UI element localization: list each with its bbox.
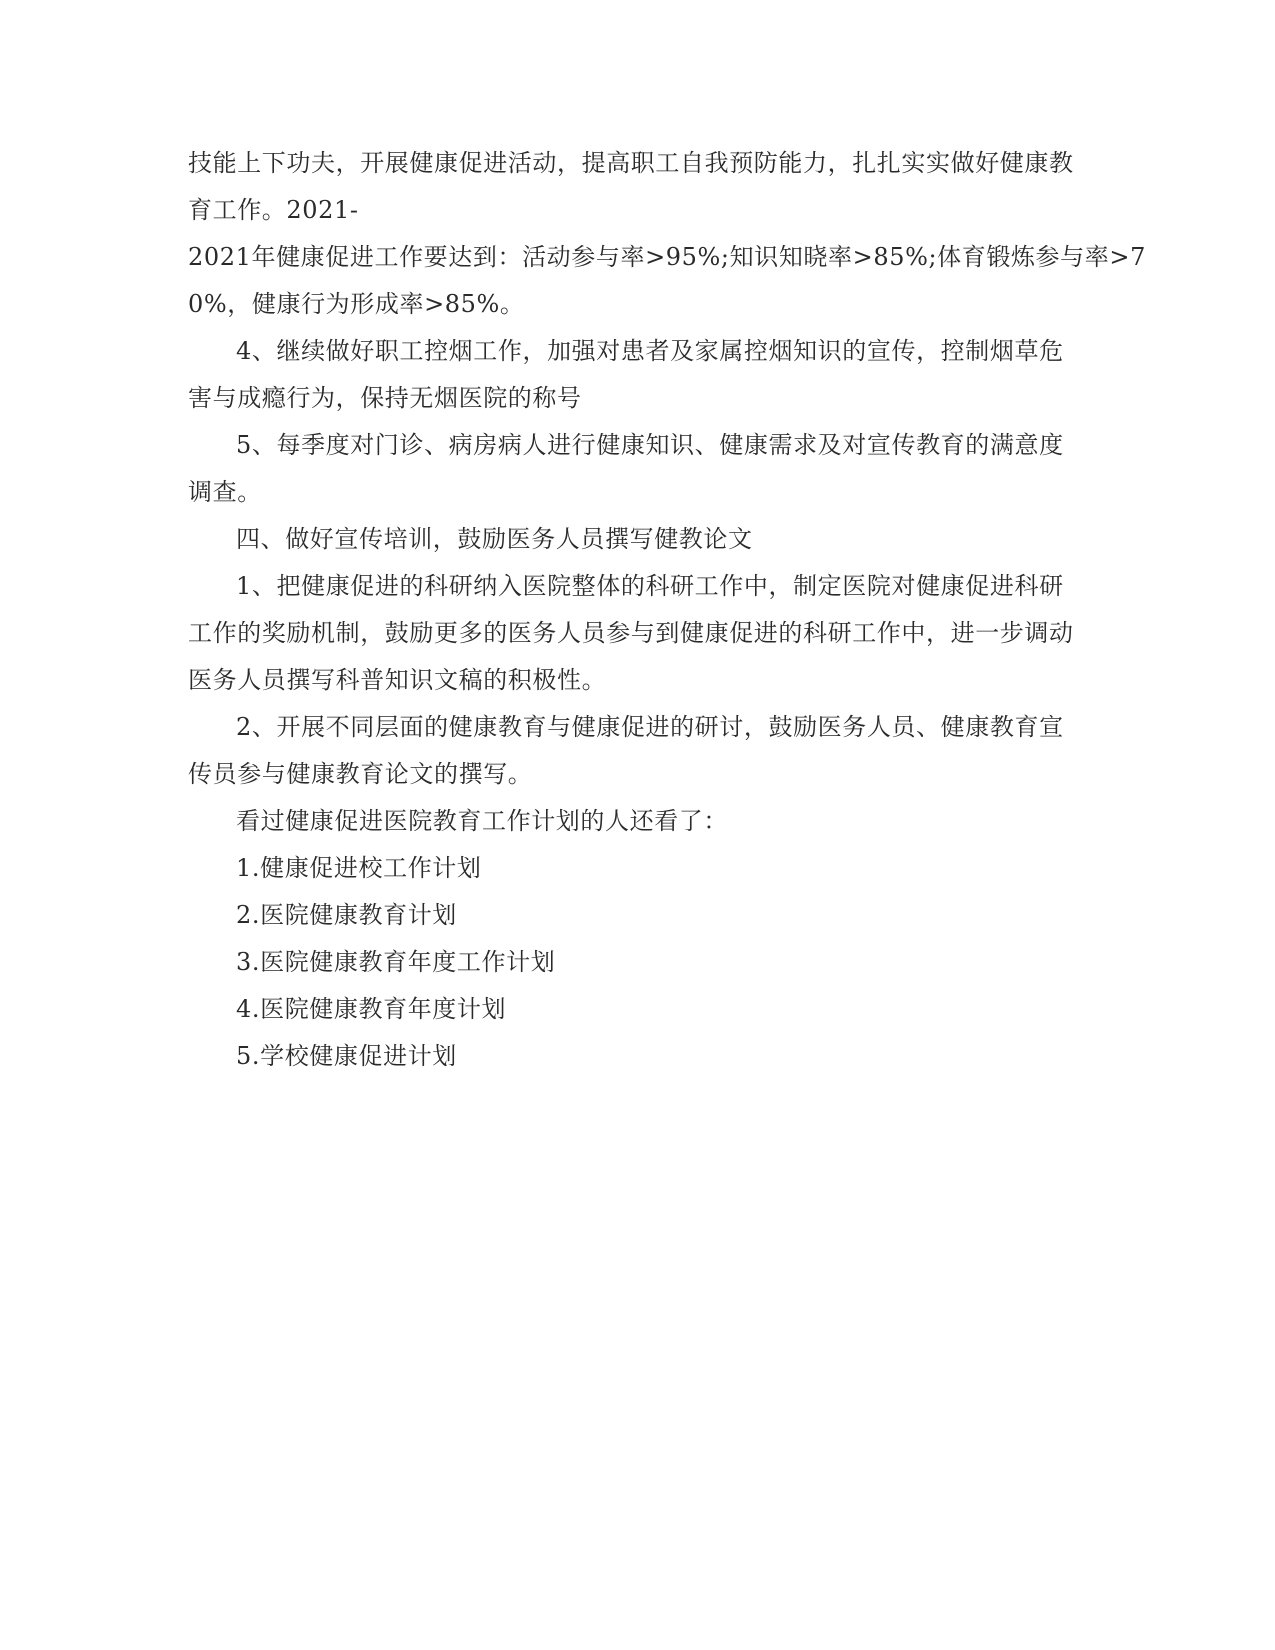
body-paragraph-start: 4、继续做好职工控烟工作，加强对患者及家属控烟知识的宣传，控制烟草危	[236, 337, 1064, 365]
related-link[interactable]: 3.医院健康教育年度工作计划	[236, 948, 556, 976]
body-paragraph-start: 5、每季度对门诊、病房病人进行健康知识、健康需求及对宣传教育的满意度	[236, 431, 1064, 459]
body-line: 害与成瘾行为，保持无烟医院的称号	[188, 384, 582, 412]
related-link[interactable]: 5.学校健康促进计划	[236, 1042, 457, 1070]
section-heading: 四、做好宣传培训，鼓励医务人员撰写健教论文	[236, 525, 753, 553]
body-line: 育工作。2021-	[188, 196, 359, 224]
body-paragraph-start: 2、开展不同层面的健康教育与健康促进的研讨，鼓励医务人员、健康教育宣	[236, 713, 1064, 741]
body-line: 工作的奖励机制，鼓励更多的医务人员参与到健康促进的科研工作中，进一步调动	[188, 619, 1074, 647]
body-line: 0%，健康行为形成率>85%。	[188, 290, 525, 318]
document-body	[188, 140, 1146, 1080]
related-link[interactable]: 1.健康促进校工作计划	[236, 854, 482, 882]
related-heading: 看过健康促进医院教育工作计划的人还看了：	[236, 807, 728, 835]
body-paragraph-start: 1、把健康促进的科研纳入医院整体的科研工作中，制定医院对健康促进科研	[236, 572, 1064, 600]
related-link[interactable]: 2.医院健康教育计划	[236, 901, 457, 929]
body-line: 医务人员撰写科普知识文稿的积极性。	[188, 666, 607, 694]
body-line: 调查。	[188, 478, 262, 506]
body-line: 技能上下功夫，开展健康促进活动，提高职工自我预防能力，扎扎实实做好健康教	[188, 149, 1074, 177]
body-line: 2021年健康促进工作要达到：活动参与率>95%;知识知晓率>85%;体育锻炼参与率>7	[188, 243, 1146, 271]
body-line: 传员参与健康教育论文的撰写。	[188, 760, 533, 788]
related-link[interactable]: 4.医院健康教育年度计划	[236, 995, 507, 1023]
